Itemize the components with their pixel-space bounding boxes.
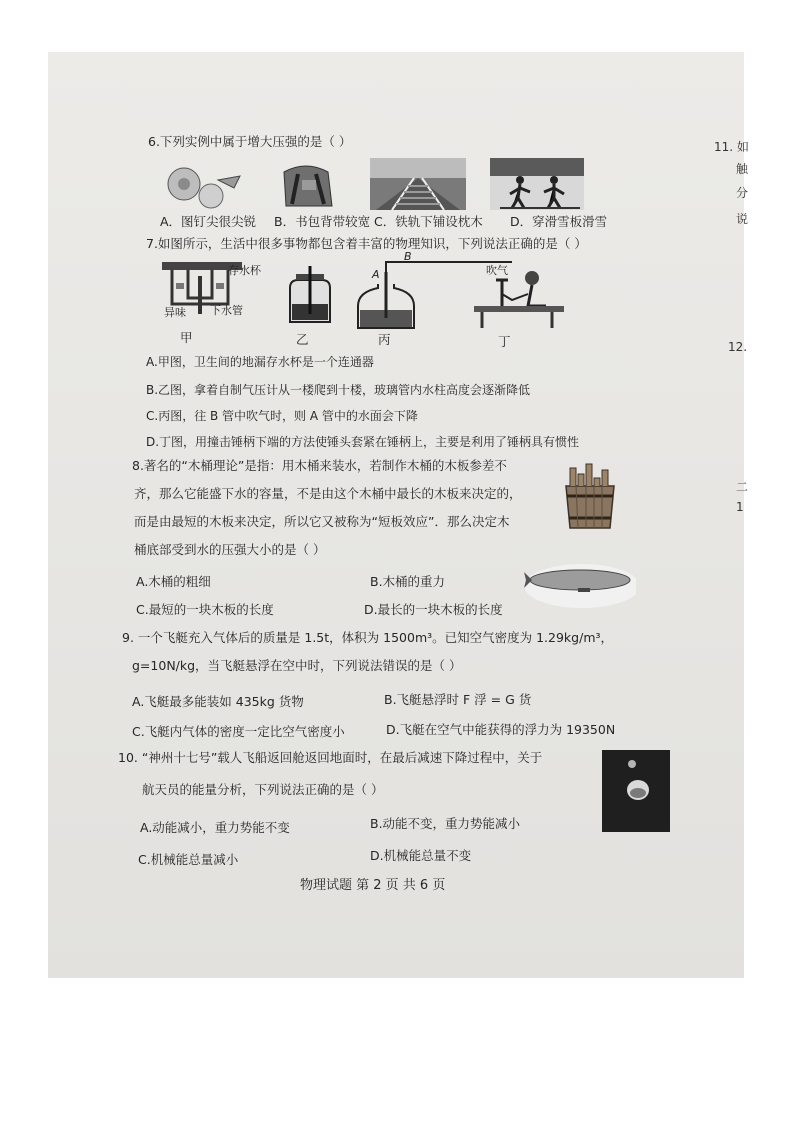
label-blow: 吹气 [486, 264, 508, 277]
q10-option-c: C.机械能总量减小 [138, 852, 239, 867]
q7-stem: 7.如图所示，生活中很多事物都包含着丰富的物理知识，下列说法正确的是（ ） [146, 236, 587, 251]
next-page-char-1: 触 [736, 162, 749, 176]
next-page-q12: 12. [728, 340, 748, 354]
q8-line-4: 桶底部受到水的压强大小的是（ ） [134, 542, 326, 557]
q8-option-b: B.木桶的重力 [370, 574, 446, 589]
label-a: A [372, 268, 380, 281]
label-pipe: 下水管 [210, 304, 243, 317]
q8-option-a: A.木桶的粗细 [136, 574, 211, 589]
q7-option-d: D.丁图，用撞击锤柄下端的方法使锤头套紧在锤柄上，主要是利用了锤柄具有惯性 [146, 435, 580, 449]
q10-line-1: 10. “神州十七号”载人飞船返回舱返回地面时，在最后减速下降过程中，关于 [118, 750, 543, 765]
q6-option-d: D．穿滑雪板滑雪 [510, 214, 608, 229]
q7-caption-jia: 甲 [180, 330, 193, 345]
q9-option-c: C.飞艇内气体的密度一定比空气密度小 [132, 724, 345, 739]
q9-line-1: 9. 一个飞艇充入气体后的质量是 1.5t，体积为 1500m³。已知空气密度为 1.29kg/m³， [122, 630, 614, 645]
q7-option-a: A.甲图，卫生间的地漏存水杯是一个连通器 [146, 355, 374, 369]
q10-line-2: 航天员的能量分析，下列说法正确的是（ ） [142, 782, 384, 797]
q7-caption-yi: 乙 [296, 332, 309, 347]
q6-stem: 6.下列实例中属于增大压强的是（ ） [148, 134, 352, 149]
q9-option-d: D.飞艇在空气中能获得的浮力为 19350N [386, 722, 616, 737]
next-page-tail-2: 1 [736, 500, 744, 514]
next-page-char-2: 分 [736, 186, 749, 200]
railway-image [370, 158, 466, 210]
next-page-tail-1: 二 [736, 480, 749, 494]
q8-option-c: C.最短的一块木板的长度 [136, 602, 274, 617]
schoolbag-image [284, 166, 332, 206]
barometer-figure [282, 266, 338, 326]
q10-option-b: B.动能不变，重力势能减小 [370, 816, 521, 831]
label-b: B [404, 250, 412, 263]
wooden-bucket-image [556, 462, 624, 530]
q9-line-2: g=10N/kg，当飞艇悬浮在空中时，下列说法错误的是（ ） [132, 658, 462, 673]
airship-image [524, 558, 636, 608]
hammer-figure [472, 270, 568, 330]
label-smell: 异味 [164, 306, 186, 319]
next-page-q11: 11. 如 [714, 140, 749, 154]
next-page-char-3: 说 [736, 212, 749, 226]
q7-option-c: C.丙图，往 B 管中吹气时，则 A 管中的水面会下降 [146, 409, 418, 423]
q6-option-a: A．图钉尖很尖锐 [160, 214, 257, 229]
q7-caption-ding: 丁 [498, 334, 511, 349]
skiing-image [490, 158, 584, 210]
thumbtack-image [168, 168, 240, 208]
q10-option-d: D.机械能总量不变 [370, 848, 472, 863]
q8-line-3: 而是由最短的木板来决定，所以它又被称为“短板效应”．那么决定木 [134, 514, 510, 529]
q8-line-2: 齐，那么它能盛下水的容量，不是由这个木桶中最长的木板来决定的， [134, 486, 522, 501]
q9-option-a: A.飞艇最多能装如 435kg 货物 [132, 694, 304, 709]
q6-option-c: C．铁轨下铺设枕木 [374, 214, 483, 229]
reentry-capsule-image [602, 750, 670, 832]
q8-option-d: D.最长的一块木板的长度 [364, 602, 503, 617]
q10-option-a: A.动能减小，重力势能不变 [140, 820, 290, 835]
q6-option-b: B．书包背带较宽 [274, 214, 371, 229]
q8-line-1: 8.著名的“木桶理论”是指：用木桶来装水，若制作木桶的木板参差不 [132, 458, 507, 473]
exam-page [48, 52, 744, 978]
page-footer: 物理试题 第 2 页 共 6 页 [300, 878, 446, 893]
q7-caption-bing: 丙 [378, 332, 391, 347]
q9-option-b: B.飞艇悬浮时 F 浮 = G 货 [384, 692, 532, 707]
q7-option-b: B.乙图，拿着自制气压计从一楼爬到十楼，玻璃管内水柱高度会逐渐降低 [146, 383, 531, 397]
label-cup: 存水杯 [228, 264, 261, 277]
